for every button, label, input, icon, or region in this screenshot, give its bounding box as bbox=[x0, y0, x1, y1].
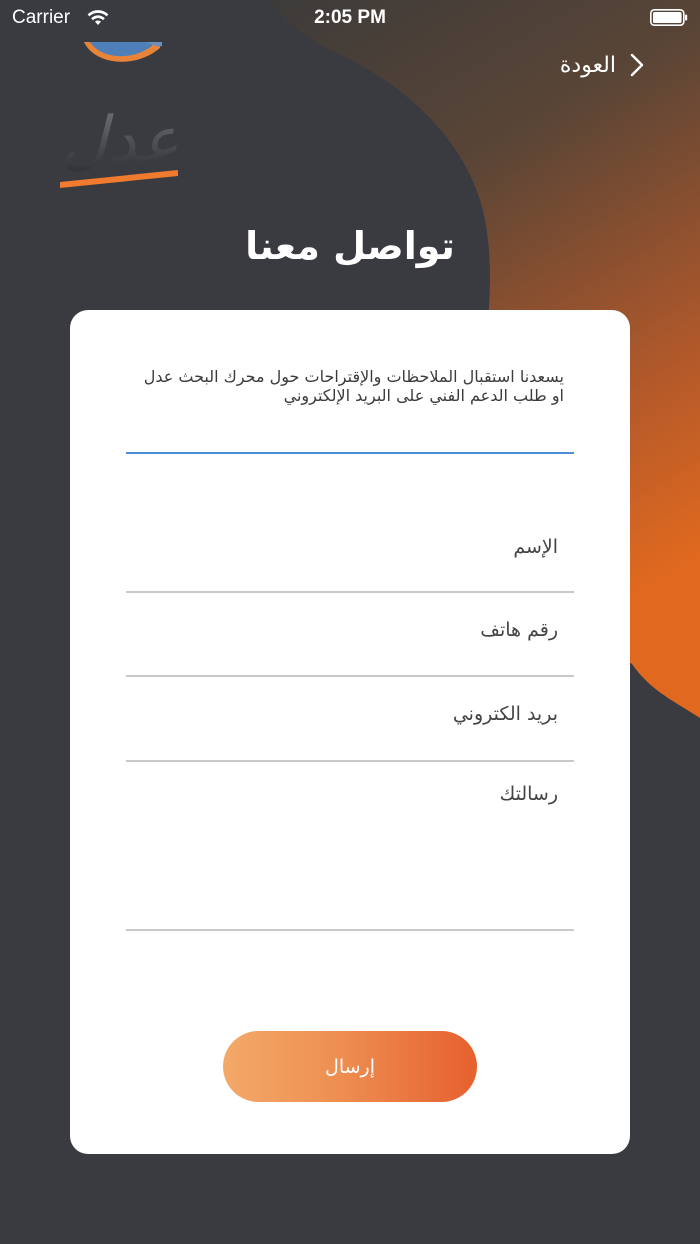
page-title: تواصل معنا bbox=[245, 224, 455, 268]
intro-text: يسعدنا استقبال الملاحظات والإقتراحات حول محرك البحث عدل او طلب الدعم الفني على البريد الإلكتروني bbox=[143, 367, 564, 405]
status-bar bbox=[0, 0, 700, 36]
message-label: رسالتك bbox=[499, 783, 558, 805]
battery-icon bbox=[650, 9, 688, 26]
back-button[interactable] bbox=[560, 52, 644, 78]
clock: 2:05 PM bbox=[314, 7, 386, 28]
contact-form-card bbox=[70, 310, 630, 1154]
name-underline bbox=[126, 591, 574, 593]
name-field[interactable] bbox=[126, 532, 574, 593]
email-field[interactable] bbox=[126, 695, 574, 762]
email-underline bbox=[126, 760, 574, 762]
message-underline bbox=[126, 929, 574, 931]
phone-label: رقم هاتف bbox=[480, 619, 558, 641]
carrier-label: Carrier bbox=[12, 7, 71, 28]
svg-text:عدل: عدل bbox=[60, 104, 180, 178]
send-button[interactable] bbox=[223, 1031, 477, 1102]
phone-underline bbox=[126, 675, 574, 677]
message-field[interactable] bbox=[126, 780, 574, 931]
chevron-right-icon bbox=[630, 52, 644, 78]
back-label: العودة bbox=[559, 52, 616, 78]
name-label: الإسم bbox=[513, 536, 558, 558]
email-label: بريد الكتروني bbox=[452, 703, 558, 725]
send-button-label: إرسال bbox=[325, 1055, 375, 1078]
app-logo bbox=[56, 40, 182, 192]
phone-field[interactable] bbox=[126, 610, 574, 677]
intro-divider bbox=[126, 452, 574, 454]
